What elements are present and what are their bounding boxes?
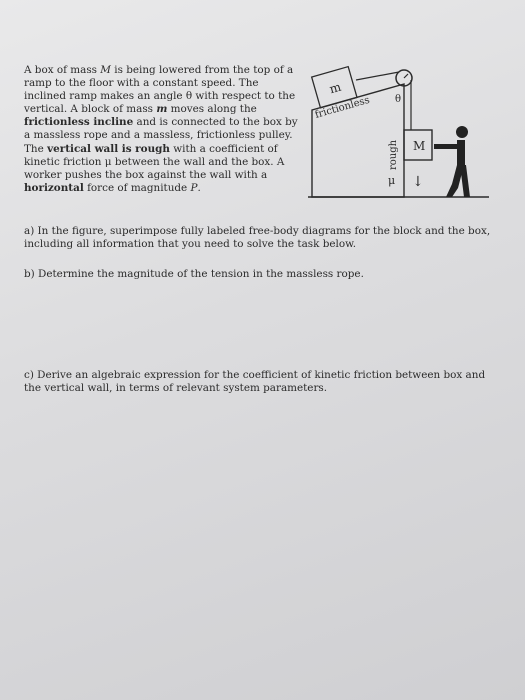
rough-label: rough bbox=[388, 139, 399, 170]
question-a: a) In the figure, superimpose fully labeled free-body diagrams for the block and the box, including all information that you need to solve the task below. bbox=[24, 225, 491, 251]
mu-label: μ bbox=[388, 174, 396, 187]
frictionless-label: frictionless bbox=[313, 94, 371, 121]
horizontal-text: horizontal bbox=[24, 181, 84, 194]
frictionless-incline-text: frictionless incline bbox=[24, 116, 134, 129]
problem-text-3: moves along the bbox=[167, 103, 257, 116]
force-P: P bbox=[190, 181, 198, 194]
question-b: b) Determine the magnitude of the tension in the massless rope. bbox=[24, 268, 364, 280]
question-c: c) Derive an algebraic expression for the coefficient of kinetic friction between box and the vertical wall, in terms of relevant system parameters. bbox=[24, 369, 486, 395]
problem-text-2: is being lowered from the top of a ramp to the floor with a constant speed. The inclined ramp makes an angle θ with respect to the vertical. A block of mass bbox=[24, 64, 296, 116]
problem-text-4: and is connected to the box by a massless rope and a massless, frictionless pulley. The bbox=[24, 116, 298, 155]
problem-text-5: with a coefficient of kinetic friction μ between the wall and the box. A worker pushes the box against the wall with a bbox=[24, 142, 285, 181]
down-arrow-icon: ↓ bbox=[412, 174, 424, 190]
mass-m: m bbox=[156, 103, 168, 116]
box-M-label: M bbox=[413, 139, 426, 153]
physics-figure bbox=[300, 58, 490, 206]
problem-statement bbox=[24, 64, 299, 195]
block-m-label: m bbox=[327, 79, 343, 97]
problem-text-1: A box of mass bbox=[24, 64, 101, 76]
rough-wall-text: vertical wall is rough bbox=[47, 142, 170, 155]
rope-upper bbox=[356, 72, 399, 80]
theta-label: θ bbox=[395, 94, 402, 105]
mass-M: M bbox=[100, 64, 111, 76]
worker-icon bbox=[434, 126, 470, 197]
problem-text-7: . bbox=[197, 181, 201, 194]
problem-text-6: force of magnitude bbox=[83, 181, 191, 194]
